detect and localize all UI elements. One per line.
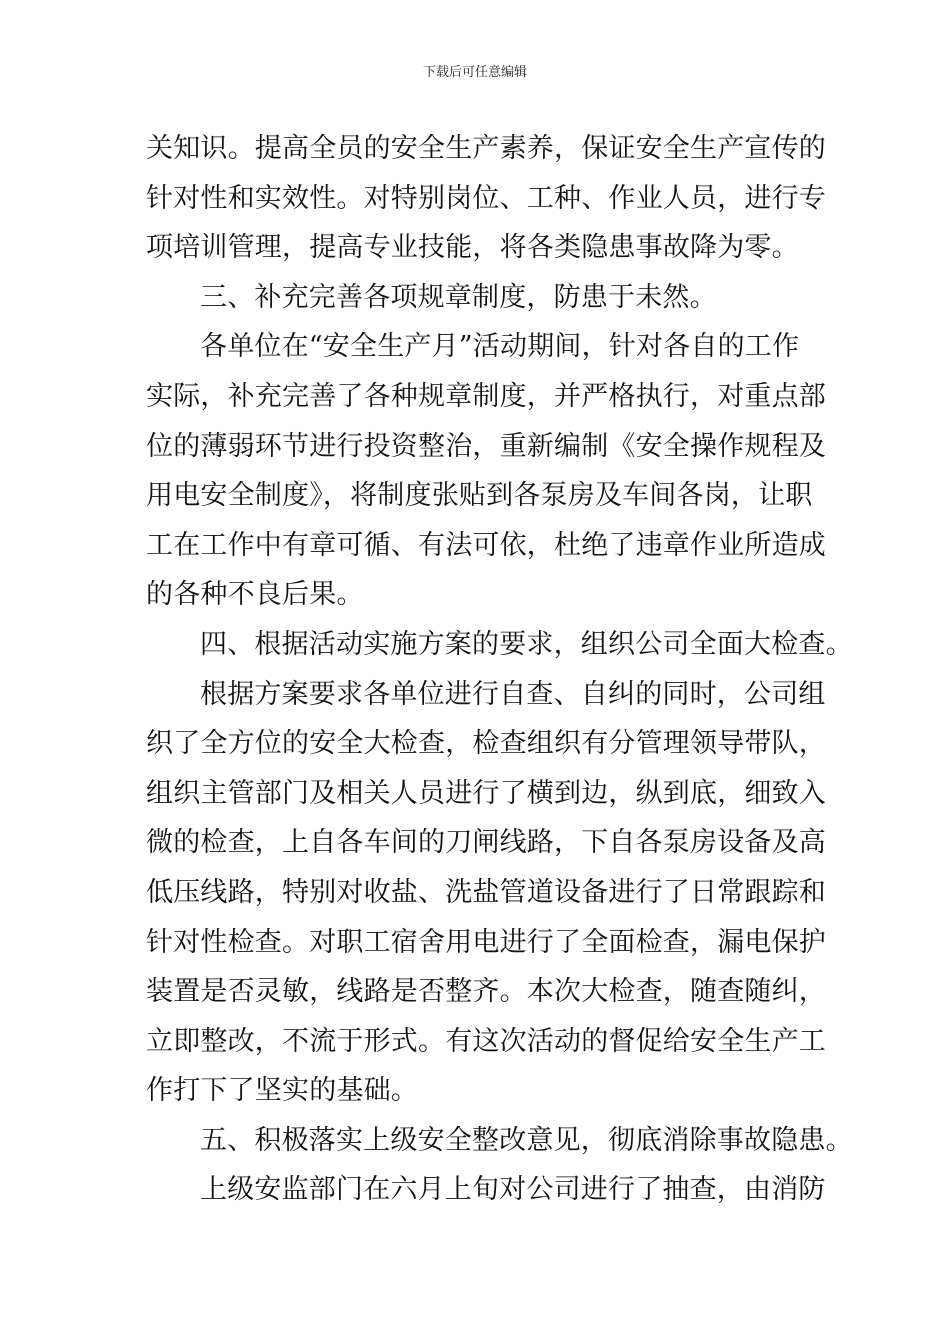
text-line: 项培训管理，提高专业技能，将各类隐患事故降为零。 xyxy=(146,232,799,264)
text-line: 针对性和实效性。对特别岗位、工种、作业人员，进行专 xyxy=(146,182,826,214)
text-line: 的各种不良后果。 xyxy=(146,579,364,611)
text-line: 作打下了坚实的基础。 xyxy=(146,1075,418,1107)
text-line: 工在工作中有章可循、有法可依，杜绝了违章作业所造成 xyxy=(146,529,826,561)
text-line: 针对性检查。对职工宿舍用电进行了全面检查，漏电保护 xyxy=(146,926,826,958)
text-line: 微的检查，上自各车间的刀闸线路，下自各泵房设备及高 xyxy=(146,827,826,859)
text-line: 关知识。提高全员的安全生产素养，保证安全生产宣传的 xyxy=(146,133,826,164)
page-header: 下载后可任意编辑 xyxy=(422,65,527,80)
section-heading: 五、积极落实上级安全整改意见，彻底消除事故隐患。 xyxy=(200,1124,853,1156)
text-line: 用电安全制度》，将制度张贴到各泵房及车间各岗，让职 xyxy=(146,480,813,512)
text-line: 上级安监部门在六月上旬对公司进行了抽查，由消防 xyxy=(200,1174,826,1206)
text-line: 织了全方位的安全大检查，检查组织有分管理领导带队， xyxy=(146,728,826,760)
text-line: 低压线路，特别对收盐、洗盐管道设备进行了日常跟踪和 xyxy=(146,876,826,908)
text-line: 装置是否灵敏，线路是否整齐。本次大检查，随查随纠， xyxy=(146,976,826,1008)
text-line: 立即整改，不流于形式。有这次活动的督促给安全生产工 xyxy=(146,1025,826,1057)
text-line: 位的薄弱环节进行投资整治，重新编制《安全操作规程及 xyxy=(146,430,826,462)
document-body xyxy=(146,124,853,1215)
section-heading: 四、根据活动实施方案的要求，组织公司全面大检查。 xyxy=(200,628,853,660)
text-line: 各单位在“安全生产月”活动期间，针对各自的工作 xyxy=(200,331,800,363)
text-line: 实际，补充完善了各种规章制度，并严格执行，对重点部 xyxy=(146,380,826,412)
section-heading: 三、补充完善各项规章制度，防患于未然。 xyxy=(200,281,717,313)
text-line: 组织主管部门及相关人员进行了横到边，纵到底，细致入 xyxy=(146,777,826,809)
text-line: 根据方案要求各单位进行自查、自纠的同时，公司组 xyxy=(200,678,826,710)
